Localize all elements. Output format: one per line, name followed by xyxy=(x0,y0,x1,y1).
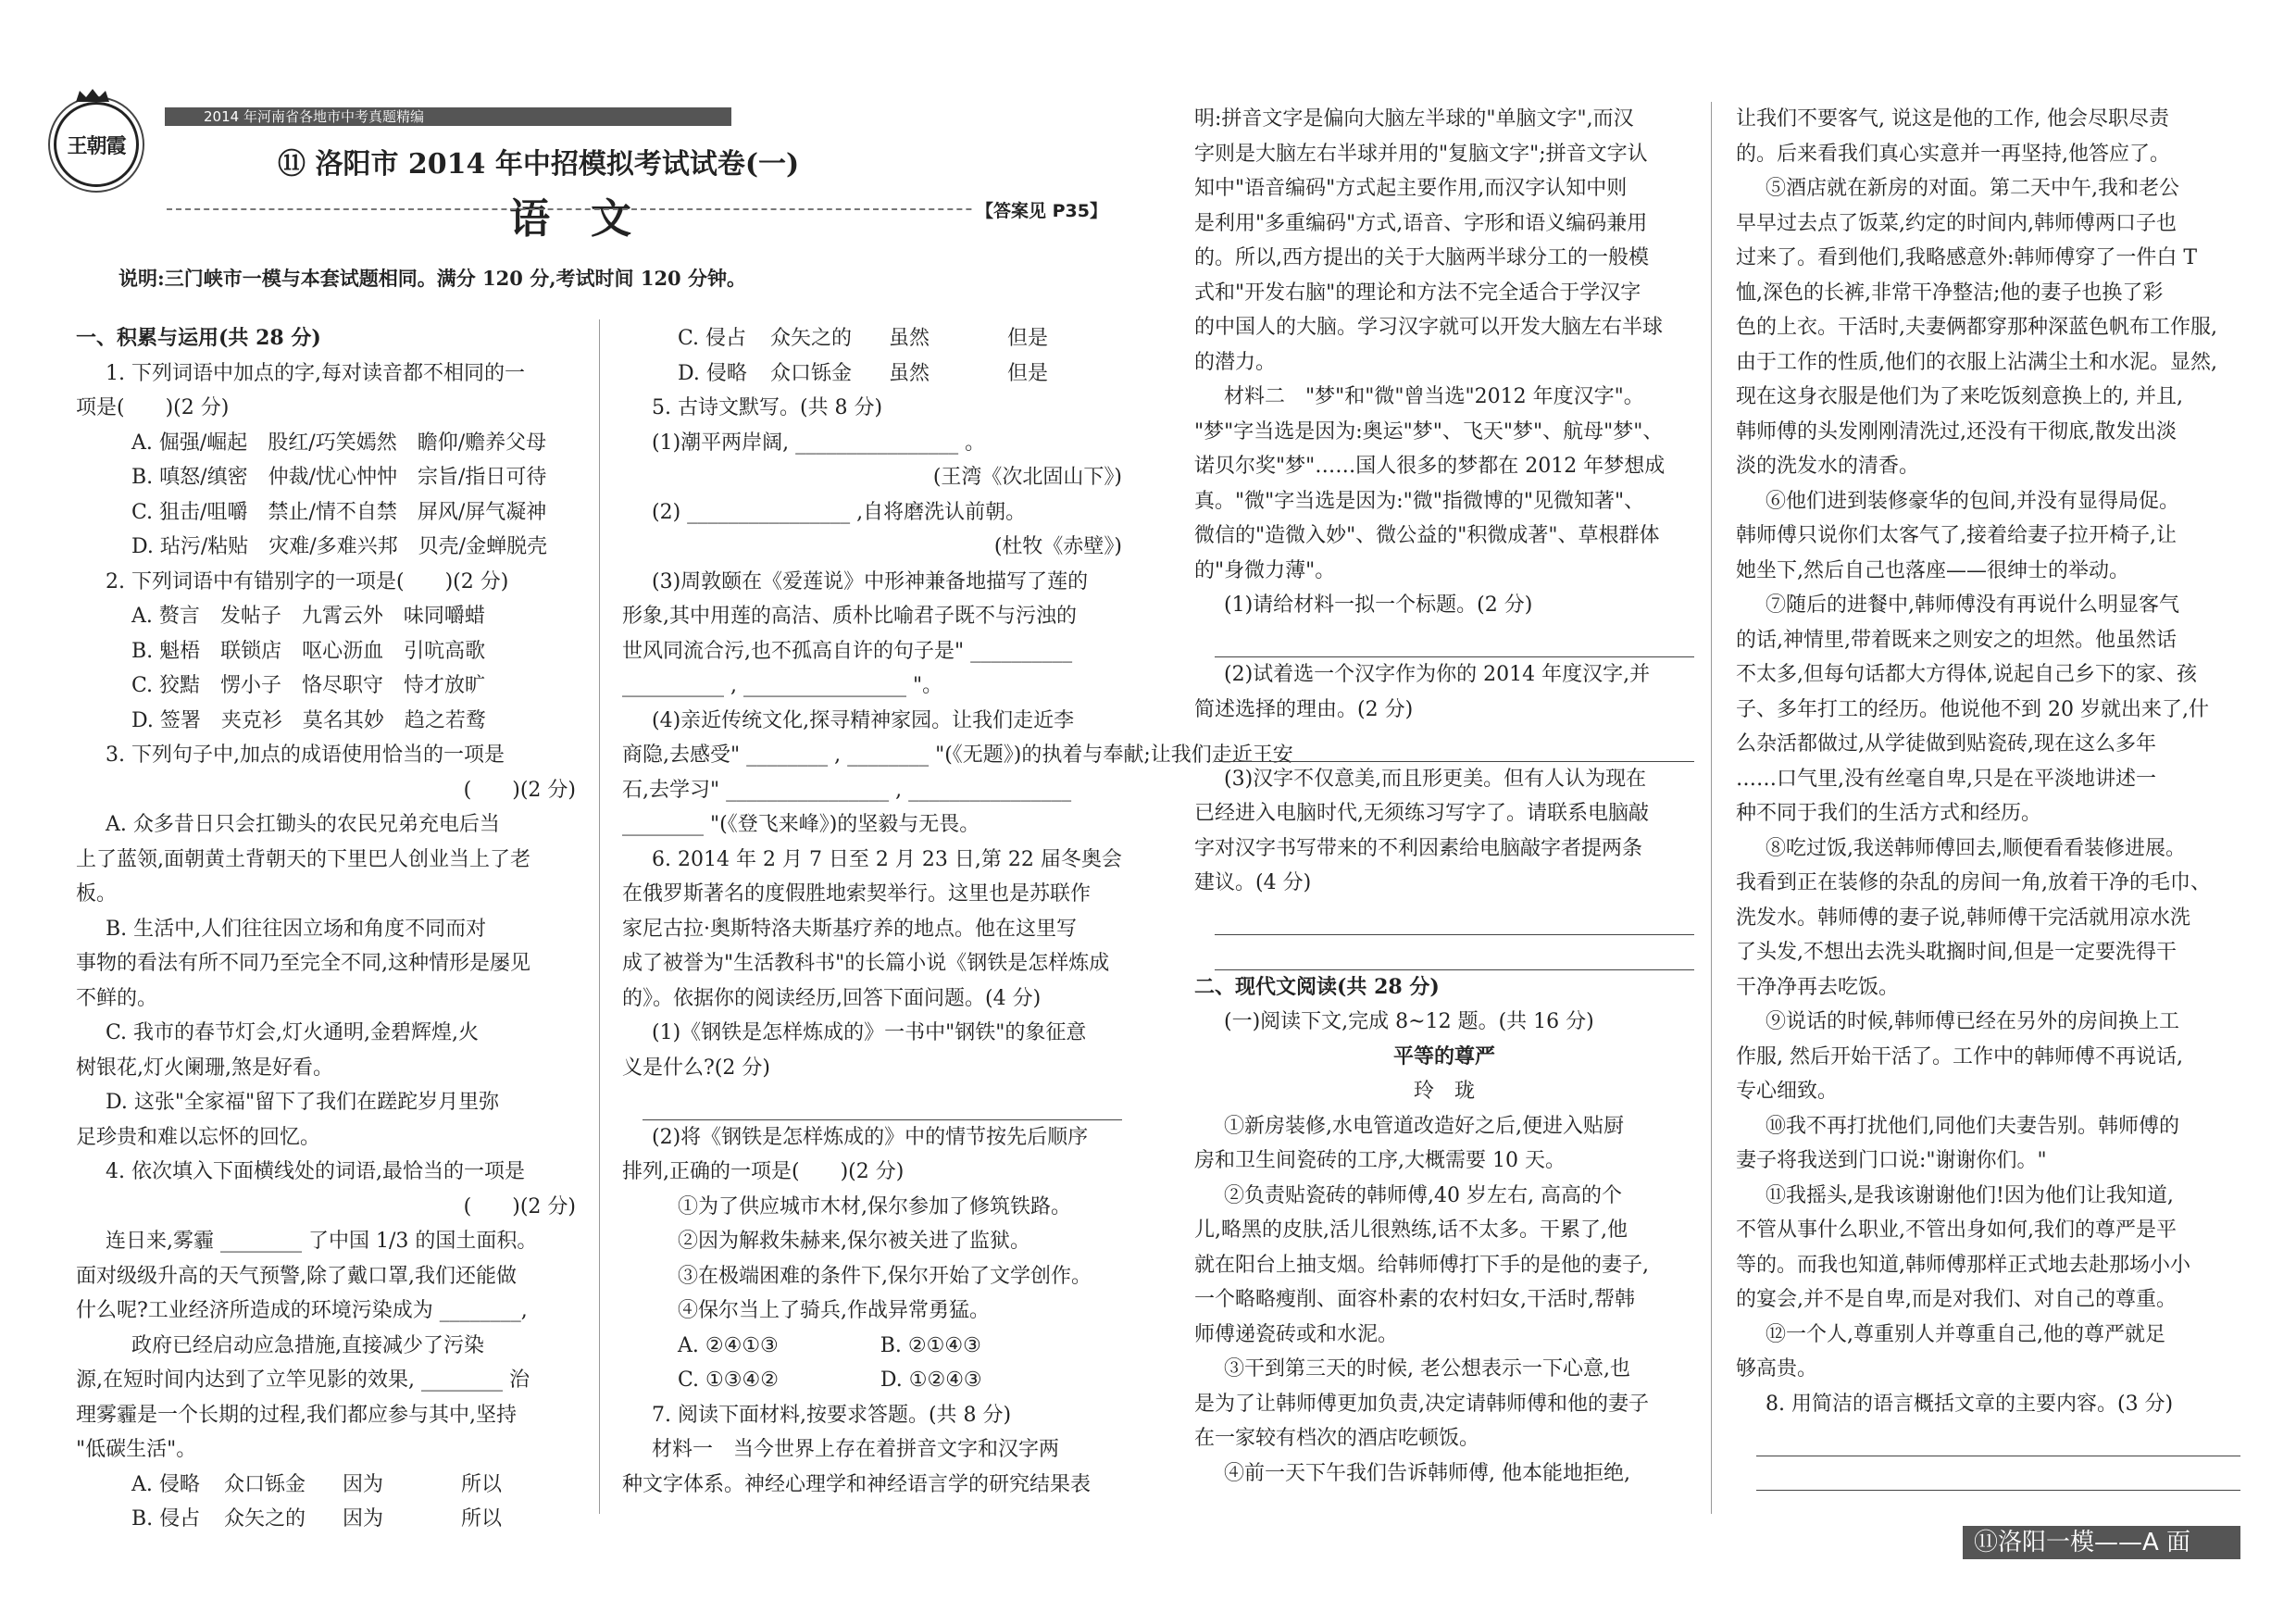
text-line: 就在阳台上抽支烟。给韩师傅打下手的是他的妻子, xyxy=(1194,1253,1649,1277)
option-row xyxy=(622,356,1122,392)
text-line: 微信的"造微入妙"、微公益的"积微成著"、草根群体 xyxy=(1194,524,1660,547)
text-line: C. 我市的春节灯会,灯火通明,金碧辉煌,火 xyxy=(106,1021,480,1044)
option-cell: D. 侵略 xyxy=(678,361,747,385)
text-line: C. ①③④② D. ①②④③ xyxy=(678,1368,982,1392)
option-cell: A. 侵略 xyxy=(131,1472,200,1496)
option-cell: 众矢之的 xyxy=(224,1507,306,1531)
text-line: 字对汉字书写带来的不利因素给电脑敲字者提两条 xyxy=(1194,836,1643,860)
logo-badge xyxy=(54,102,139,187)
text-line: D. 签署 夹克衫 莫名其妙 趋之若鹜 xyxy=(131,708,486,732)
text-line: 恤,深色的长裤,非常干净整洁;他的妻子也换了彩 xyxy=(1736,281,2164,305)
subject-heading: 语 文 xyxy=(509,195,631,243)
option-cell: 众口铄金 xyxy=(770,361,853,385)
answer-line[interactable] xyxy=(1756,1456,2240,1492)
text-line: 8. 用简洁的语言概括文章的主要内容。(3 分) xyxy=(1766,1392,2174,1416)
text-line: 师傅递瓷砖或和水泥。 xyxy=(1194,1322,1399,1346)
answer-line[interactable] xyxy=(1215,935,1694,970)
option-row xyxy=(76,1468,576,1503)
text-line: B. 嗔怒/缜密 仲裁/忧心忡忡 宗旨/指日可待 xyxy=(131,466,547,489)
text-line: ……口气里,没有丝毫自卑,只是在平淡地讲述一 xyxy=(1736,767,2156,791)
text-line: 树银花,灯火阑珊,煞是好看。 xyxy=(76,1056,333,1080)
text-line: 家尼古拉·奥斯特洛夫斯基疗养的地点。他在这里写 xyxy=(622,917,1077,941)
text-line: 够高贵。 xyxy=(1736,1357,1818,1381)
text-line: 在一家较有档次的酒店吃顿饭。 xyxy=(1194,1427,1480,1450)
text-line: 源,在短时间内达到了立竿见影的效果, ________ 治 xyxy=(76,1368,530,1392)
text-line: 理雾霾是一个长期的过程,我们都应参与其中,坚持 xyxy=(76,1403,517,1427)
text-line: 房和卫生间瓷砖的工序,大概需要 10 天。 xyxy=(1194,1149,1566,1172)
column-divider xyxy=(599,319,600,1514)
exam-note: 说明:三门峡市一模与本套试题相同。满分 120 分,考试时间 120 分钟。 xyxy=(119,267,746,290)
answer-line[interactable] xyxy=(1215,727,1694,762)
option-cell: 众口铄金 xyxy=(224,1472,306,1496)
text-line: ⑨说话的时候,韩师傅已经在另外的房间换上工 xyxy=(1766,1010,2179,1033)
option-cell: 因为 xyxy=(343,1507,384,1531)
text-line: 事物的看法有所不同乃至完全不同,这种情形是屡见 xyxy=(76,952,530,975)
text-line: 是利用"多重编码"方式,语音、字形和语义编码兼用 xyxy=(1194,211,1648,235)
text-line: 色的上衣。干活时,夫妻俩都穿那种深蓝色帆布工作服, xyxy=(1736,316,2217,339)
text-line: (2) ________________ ,自将磨洗认前朝。 xyxy=(652,500,1027,524)
column-3 xyxy=(1194,102,1694,1491)
text-line: 么杂活都做过,从学徒做到贴瓷砖,现在这么多年 xyxy=(1736,732,2156,756)
text-line: 作服, 然后开始干活了。工作中的韩师傅不再说话, xyxy=(1736,1044,2183,1068)
text-line: ( )(2 分) xyxy=(463,1194,576,1218)
text-line: 面对级级升高的天气预警,除了戴口罩,我们还能做 xyxy=(76,1264,517,1288)
text-line: "梦"字当选是因为:奥运"梦"、飞天"梦"、航母"梦"、 xyxy=(1194,419,1664,444)
option-row xyxy=(622,321,1122,356)
text-line: 是为了让韩师傅更加负责,决定请韩师傅和他的妻子 xyxy=(1194,1392,1649,1416)
option-cell: 因为 xyxy=(343,1472,384,1496)
text-line: ④保尔当上了骑兵,作战异常勇猛。 xyxy=(678,1299,990,1322)
text-line: 早早过去点了饭菜,约定的时间内,韩师傅两口子也 xyxy=(1736,211,2177,235)
text-line: 连日来,雾霾 ________ 了中国 1/3 的国土面积。 xyxy=(106,1230,538,1253)
text-line: 一个略略瘦削、面容朴素的农村妇女,干活时,帮韩 xyxy=(1194,1288,1635,1311)
option-cell: 但是 xyxy=(1007,361,1049,385)
text-line: 世风同流合污,也不孤高自许的句子是" __________ xyxy=(622,639,1073,663)
text-line: 过来了。看到他们,我略感意外:韩师傅穿了一件白 T xyxy=(1736,246,2198,269)
text-line: (1)《钢铁是怎样炼成的》一书中"钢铁"的象征意 xyxy=(652,1021,1087,1044)
text-line: ④前一天下午我们告诉韩师傅, 他本能地拒绝, xyxy=(1224,1461,1630,1485)
text-line: 的宴会,并不是自卑,而是对我们、对自己的尊重。 xyxy=(1736,1288,2177,1311)
option-cell: 众矢之的 xyxy=(770,327,853,350)
text-line: 2. 下列词语中有错别字的一项是( )(2 分) xyxy=(106,569,509,594)
text-line: (1)潮平两岸阔, ________________ 。 xyxy=(652,431,986,455)
series-banner: 2014 年河南省各地市中考真题精编 xyxy=(165,107,731,126)
column-divider xyxy=(1711,102,1712,1514)
text-line: C. 狙击/咀嚼 禁止/情不自禁 屏风/屏气凝神 xyxy=(131,500,547,524)
text-line: A. 倔强/崛起 股红/巧笑嫣然 瞻仰/赡养父母 xyxy=(131,431,547,455)
text-line: (一)阅读下文,完成 8~12 题。(共 16 分) xyxy=(1224,1010,1594,1033)
text-line: 了头发,不想出去洗头耽搁时间,但是一定要洗得干 xyxy=(1736,941,2177,964)
option-cell: C. 侵占 xyxy=(678,327,747,350)
column-1 xyxy=(76,321,576,1537)
text-line: 形象,其中用莲的高洁、质朴比喻君子既不与污浊的 xyxy=(622,605,1077,628)
text-line: 义是什么?(2 分) xyxy=(622,1056,770,1080)
text-line: ________ "(《登飞来峰》)的坚毅与无畏。 xyxy=(622,813,980,836)
text-line: B. 生活中,人们往往因立场和角度不同而对 xyxy=(106,917,487,941)
text-line: ⑩我不再打扰他们,同他们夫妻告别。韩师傅的 xyxy=(1766,1114,2179,1138)
text-line: 式和"开发右脑"的理论和方法不完全适合于学汉字 xyxy=(1194,281,1641,305)
text-line: 她坐下,然后自己也落座——很绅士的举动。 xyxy=(1736,558,2129,582)
text-line: (3)汉字不仅意美,而且形更美。但有人认为现在 xyxy=(1224,767,1647,791)
text-line: 干净净再去吃饭。 xyxy=(1736,975,1900,999)
text-line: (4)亲近传统文化,探寻精神家园。让我们走近李 xyxy=(652,708,1075,732)
text-line: ⑥他们进到装修豪华的包间,并没有显得局促。 xyxy=(1766,489,2179,513)
answer-line[interactable] xyxy=(1215,901,1694,936)
text-line: (2)试着选一个汉字作为你的 2014 年度汉字,并 xyxy=(1224,663,1651,686)
text-line: D. 玷污/粘贴 灾难/多难兴邦 贝壳/金蝉脱壳 xyxy=(131,535,548,558)
text-line: 材料一 当今世界上存在着拼音文字和汉字两 xyxy=(652,1438,1060,1461)
text-line: ⑪我摇头,是我该谢谢他们!因为他们让我知道, xyxy=(1766,1183,2174,1207)
paper-title: ⑪ 洛阳市 2014 年中招模拟考试试卷(一) xyxy=(278,148,800,181)
text-line: 知中"语音编码"方式起主要作用,而汉字认知中则 xyxy=(1194,177,1628,200)
text-line: 成了被誉为"生活教科书"的长篇小说《钢铁是怎样炼成 xyxy=(622,952,1110,975)
text-line: 明:拼音文字是偏向大脑左半球的"单脑文字",而汉 xyxy=(1194,107,1634,131)
text-line: 专心细致。 xyxy=(1736,1080,1839,1103)
option-cell: 所以 xyxy=(461,1472,503,1496)
text-line: 不太多,但每句话都大方得体,说起自己乡下的家、孩 xyxy=(1736,663,2197,686)
text-line: ②负责贴瓷砖的韩师傅,40 岁左右, 高高的个 xyxy=(1224,1183,1622,1207)
text-line: 韩师傅的头发刚刚清洗过,还没有干彻底,散发出淡 xyxy=(1736,419,2177,444)
text-line: 在俄罗斯著名的度假胜地索契举行。这里也是苏联作 xyxy=(622,882,1092,906)
text-line: 一、积累与运用(共 28 分) xyxy=(76,326,321,350)
text-line: ⑫一个人,尊重别人并尊重自己,他的尊严就足 xyxy=(1766,1322,2165,1346)
answer-reference: 【答案见 P35】 xyxy=(972,197,1111,222)
text-line: 淡的洗发水的清香。 xyxy=(1736,455,1920,478)
answer-line[interactable] xyxy=(1215,623,1694,658)
text-line: A. 众多昔日只会扛锄头的农民兄弟充电后当 xyxy=(106,813,500,836)
text-line: ⑤酒店就在新房的对面。第二天中午,我和老公 xyxy=(1766,177,2179,200)
text-line: 的"身微力薄"。 xyxy=(1194,558,1336,582)
text-line: (1)请给材料一拟一个标题。(2 分) xyxy=(1224,594,1533,617)
text-line: 的》。依据你的阅读经历,回答下面问题。(4 分) xyxy=(622,986,1042,1010)
text-line: ( )(2 分) xyxy=(463,778,576,802)
text-line: 的话,神情里,带着既来之则安之的坦然。他虽然话 xyxy=(1736,628,2177,652)
text-line: (王湾《次北固山下》) xyxy=(932,466,1122,489)
option-cell: B. 侵占 xyxy=(131,1507,201,1531)
text-line: (2)将《钢铁是怎样炼成的》中的情节按先后顺序 xyxy=(652,1125,1089,1149)
option-cell: 虽然 xyxy=(889,361,930,385)
text-line: 的中国人的大脑。学习汉字就可以开发大脑左右半球 xyxy=(1194,316,1664,339)
text-line: (杜牧《赤壁》) xyxy=(993,535,1122,558)
text-line: 4. 依次填入下面横线处的词语,最恰当的一项是 xyxy=(106,1160,525,1183)
text-line: 洗发水。韩师傅的妻子说,韩师傅干完活就用凉水洗 xyxy=(1736,906,2190,930)
text-line: 简述选择的理由。(2 分) xyxy=(1194,697,1414,721)
text-line: 商隐,去感受" ________ , ________ "(《无题》)的执着与奉献;让我们走近王安 xyxy=(622,744,1293,767)
text-line: 儿,略黑的皮肤,活儿很熟练,话不太多。干累了,他 xyxy=(1194,1218,1628,1242)
text-line: "低碳生活"。 xyxy=(76,1438,197,1461)
text-line: 由于工作的性质,他们的衣服上沾满尘土和水泥。显然, xyxy=(1736,350,2217,374)
text-line: 玲 珑 xyxy=(1413,1080,1475,1103)
text-line: ⑦随后的进餐中,韩师傅没有再说什么明显客气 xyxy=(1766,594,2179,617)
title-rule xyxy=(167,208,1111,210)
text-line: __________ , ________________ "。 xyxy=(622,674,943,697)
text-line: 的潜力。 xyxy=(1194,350,1277,374)
text-line: ③在极端困难的条件下,保尔开始了文学创作。 xyxy=(678,1264,1092,1288)
text-line: 的。后来看我们真心实意并一再坚持,他答应了。 xyxy=(1736,142,2170,166)
text-line: 5. 古诗文默写。(共 8 分) xyxy=(652,396,883,419)
text-line: 项是( )(2 分) xyxy=(76,396,230,419)
text-line: 种文字体系。神经心理学和神经语言学的研究结果表 xyxy=(622,1472,1092,1496)
text-line: 7. 阅读下面材料,按要求答题。(共 8 分) xyxy=(652,1403,1012,1427)
logo-text: 王朝霞 xyxy=(67,133,126,158)
option-cell: 所以 xyxy=(461,1507,503,1531)
option-row xyxy=(76,1502,576,1537)
text-line: 不鲜的。 xyxy=(76,986,158,1010)
answer-line[interactable] xyxy=(643,1085,1122,1120)
text-line: ①新房装修,水电管道改造好之后,便进入贴厨 xyxy=(1224,1114,1624,1138)
text-line: 不管从事什么职业,不管出身如何,我们的尊严是平 xyxy=(1736,1218,2177,1242)
text-line: (3)周敦颐在《爱莲说》中形神兼备地描写了莲的 xyxy=(652,569,1089,594)
text-line: 3. 下列句子中,加点的成语使用恰当的一项是 xyxy=(106,744,505,767)
page-footer-label: ⑪洛阳一模——A 面 xyxy=(1963,1526,2240,1559)
text-line: 上了蓝领,面朝黄土背朝天的下里巴人创业当上了老 xyxy=(76,847,530,871)
text-line: 足珍贵和难以忘怀的回忆。 xyxy=(76,1125,321,1149)
text-line: 让我们不要客气, 说这是他的工作, 他会尽职尽责 xyxy=(1736,107,2169,131)
text-line: ⑧吃过饭,我送韩师傅回去,顺便看看装修进展。 xyxy=(1766,836,2186,860)
text-line: 什么呢?工业经济所造成的环境污染成为 ________, xyxy=(76,1299,528,1322)
text-line: 二、现代文阅读(共 28 分) xyxy=(1194,974,1440,999)
text-line: ①为了供应城市木材,保尔参加了修筑铁路。 xyxy=(678,1194,1071,1218)
option-cell: 但是 xyxy=(1007,327,1049,350)
paper-number: ⑪ xyxy=(278,148,306,181)
text-line: ③干到第三天的时候, 老公想表示一下心意,也 xyxy=(1224,1357,1630,1381)
text-line: 韩师傅只说你们太客气了,接着给妻子拉开椅子,让 xyxy=(1736,524,2177,547)
text-line: D. 这张"全家福"留下了我们在蹉跎岁月里弥 xyxy=(106,1091,500,1114)
text-line: 建议。(4 分) xyxy=(1194,871,1312,894)
column-4 xyxy=(1736,102,2240,1491)
text-line: 石,去学习" ________________ , ________________ xyxy=(622,778,1072,802)
text-line: 板。 xyxy=(76,882,118,906)
text-line: A. ②④①③ B. ②①④③ xyxy=(678,1333,981,1357)
answer-line[interactable] xyxy=(1756,1421,2240,1456)
crown-icon xyxy=(74,87,111,104)
text-line: A. 赘言 发帖子 九霄云外 味同嚼蜡 xyxy=(131,605,485,628)
text-line: 诺贝尔奖"梦"……国人很多的梦都在 2012 年梦想成 xyxy=(1194,455,1666,478)
text-line: 政府已经启动应急措施,直接减少了污染 xyxy=(131,1333,484,1357)
text-line: B. 魁梧 联锁店 呕心沥血 引吭高歌 xyxy=(131,639,486,663)
text-line: ②因为解救朱赫来,保尔被关进了监狱。 xyxy=(678,1230,1030,1253)
text-line: 子、多年打工的经历。他说他不到 20 岁就出来了,什 xyxy=(1736,697,2209,721)
text-line: 种不同于我们的生活方式和经历。 xyxy=(1736,802,2042,825)
text-line: 的。所以,西方提出的关于大脑两半球分工的一般模 xyxy=(1194,246,1649,269)
text-line: C. 狡黠 愣小子 恪尽职守 恃才放旷 xyxy=(131,674,486,697)
text-line: 字则是大脑左右半球并用的"复脑文字";拼音文字认 xyxy=(1194,142,1648,166)
text-line: 1. 下列词语中加点的字,每对读音都不相同的一 xyxy=(106,361,525,385)
text-line: 我看到正在装修的杂乱的房间一角,放着干净的毛巾、 xyxy=(1736,871,2211,894)
text-line: 已经进入电脑时代,无须练习写字了。请联系电脑敲 xyxy=(1194,802,1649,825)
text-line: 平等的尊严 xyxy=(1392,1043,1495,1068)
text-line: 6. 2014 年 2 月 7 日至 2 月 23 日,第 22 届冬奥会 xyxy=(652,847,1122,871)
text-line: 妻子将我送到门口说:"谢谢你们。" xyxy=(1736,1149,2047,1172)
text-line: 排列,正确的一项是( )(2 分) xyxy=(622,1160,905,1183)
text-line: 真。"微"字当选是因为:"微"指微博的"见微知著"、 xyxy=(1194,489,1645,513)
text-line: 材料二 "梦"和"微"曾当选"2012 年度汉字"。 xyxy=(1224,385,1644,408)
text-line: 现在这身衣服是他们为了来吃饭刻意换上的, 并且, xyxy=(1736,385,2183,408)
text-line: 等的。而我也知道,韩师傅那样正式地去赴那场小小 xyxy=(1736,1253,2190,1277)
option-cell: 虽然 xyxy=(889,327,930,350)
